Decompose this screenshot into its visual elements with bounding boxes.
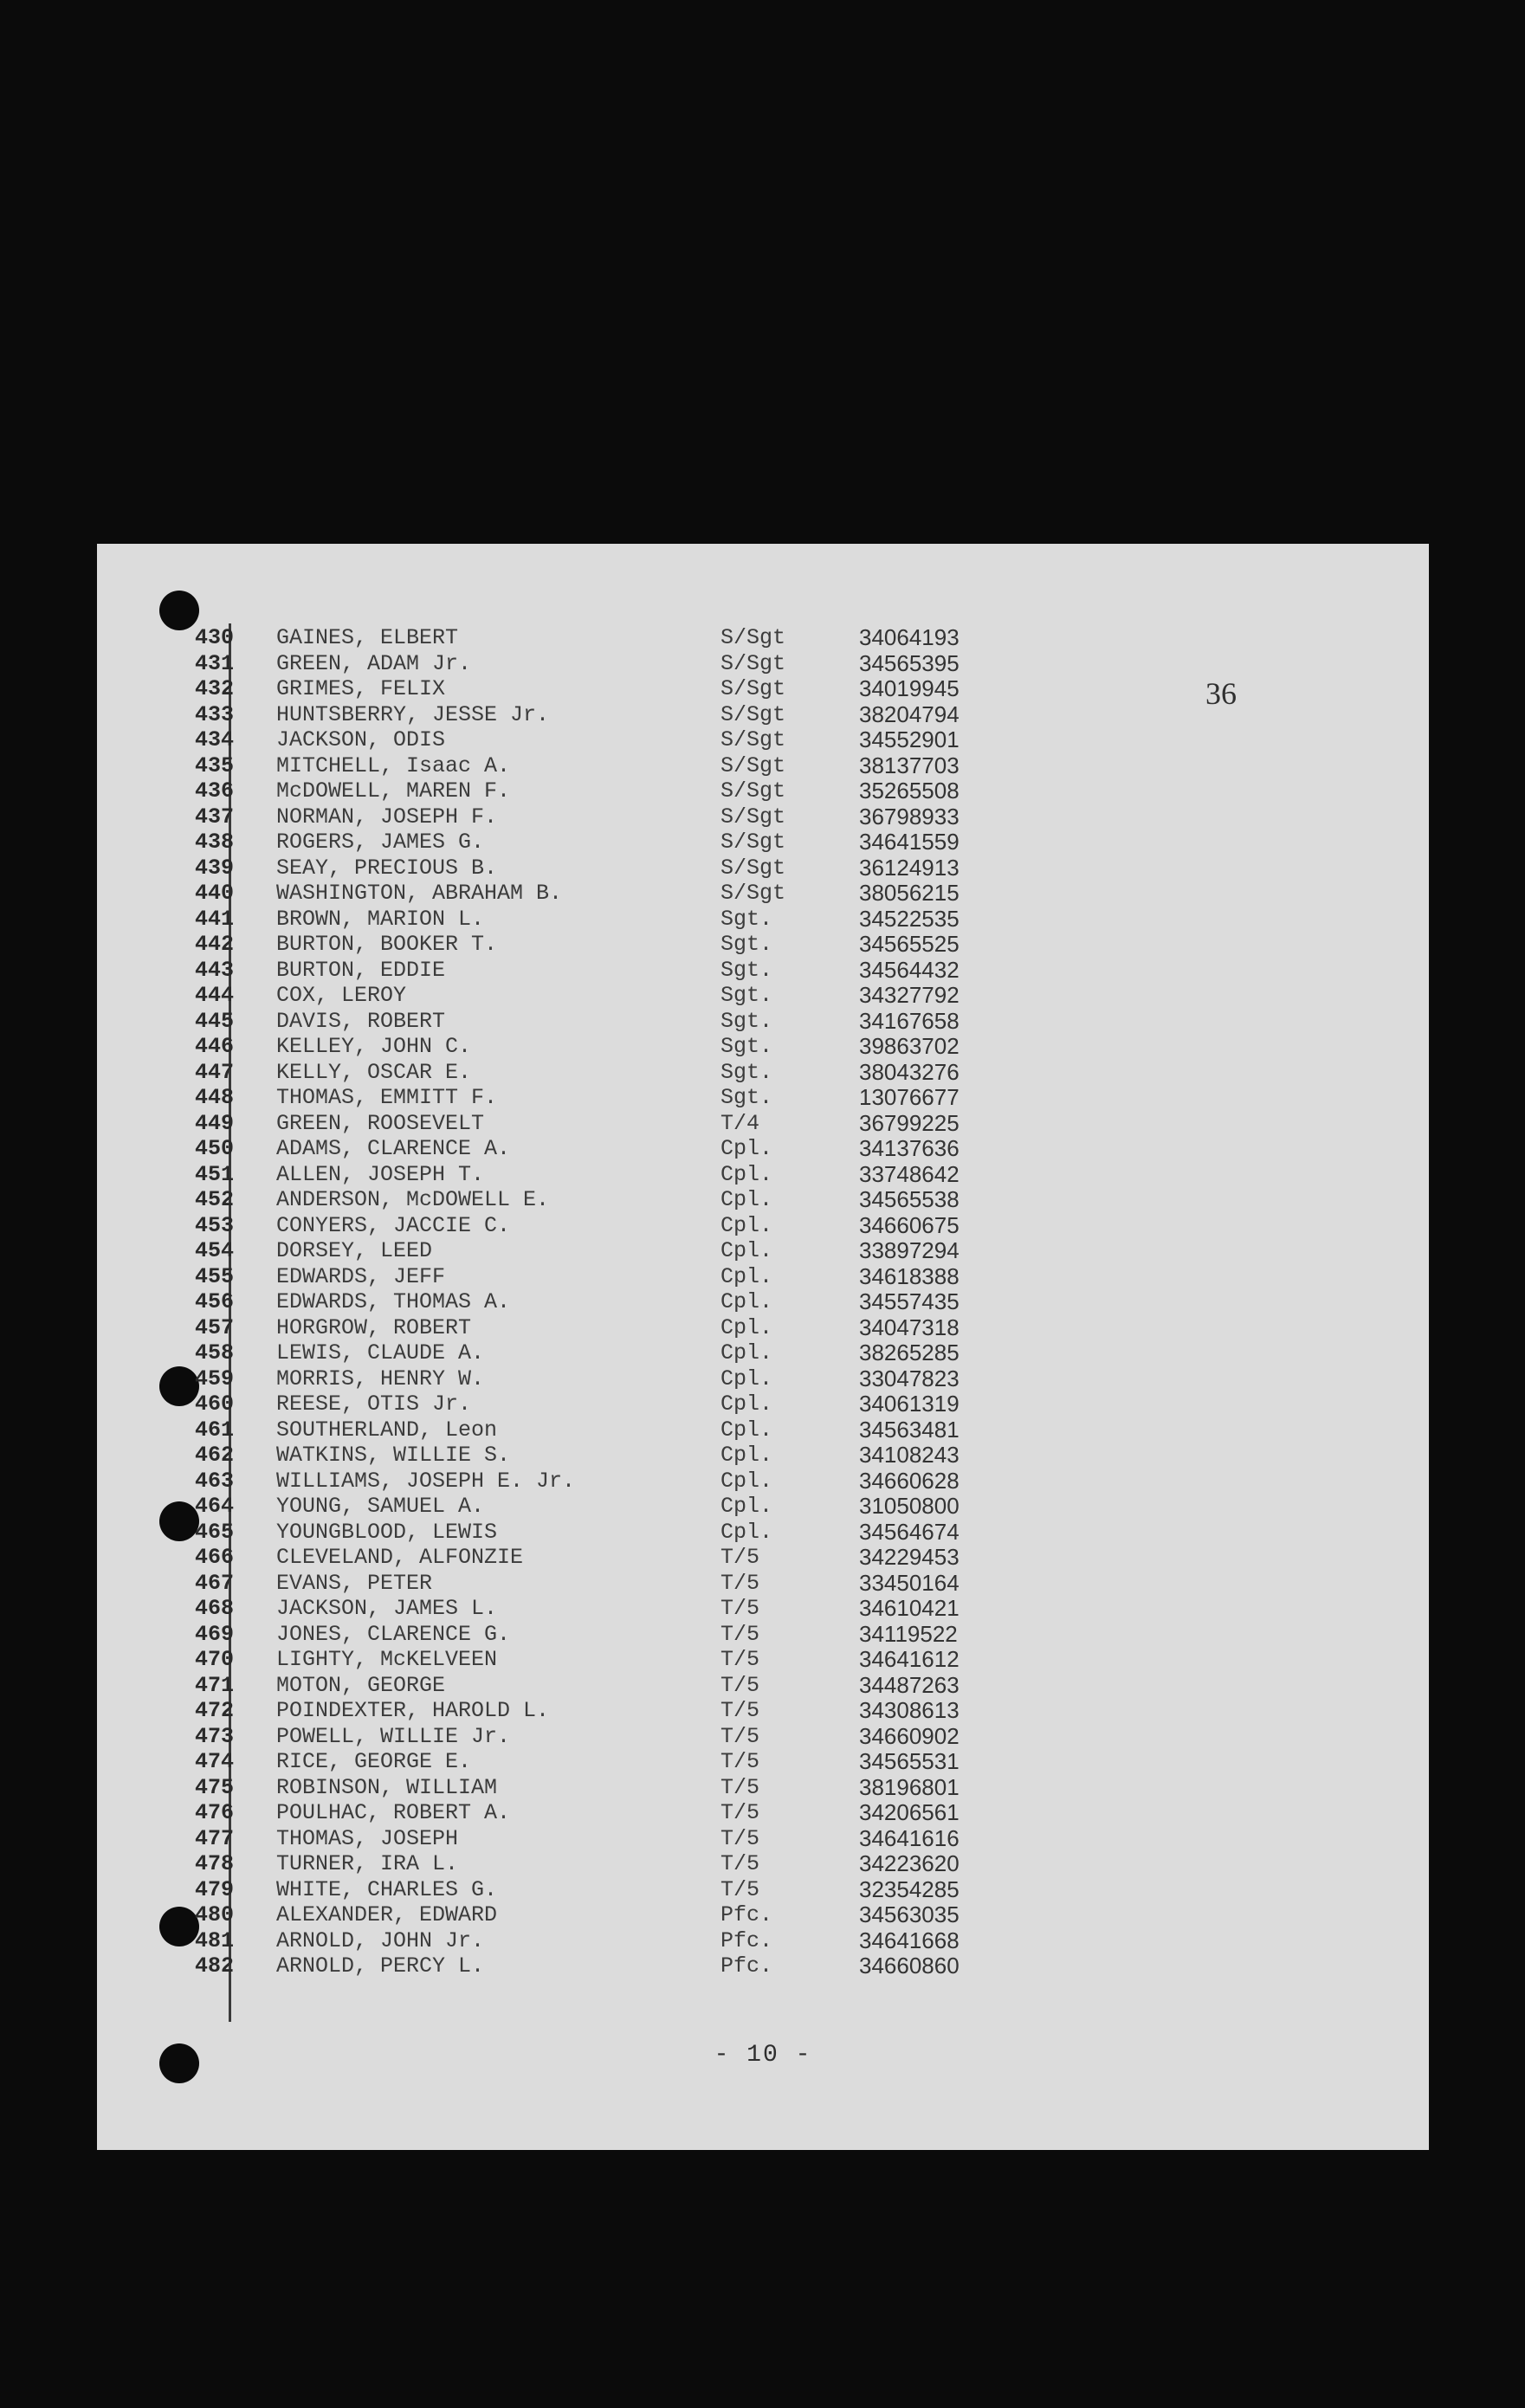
serial-number: 34610421 [859,1595,960,1621]
serial-number: 32354285 [859,1875,960,1902]
soldier-name: JONES, CLARENCE G. [276,1621,511,1647]
soldier-name: YOUNG, SAMUEL A. [276,1494,485,1519]
soldier-name: GREEN, ROOSEVELT [276,1110,485,1136]
serial-number: 33897294 [859,1237,960,1263]
rank: S/Sgt [720,701,786,727]
roster-row [97,1673,1429,1699]
rank: Cpl. [720,1161,773,1187]
roster-row [97,855,1429,881]
serial-number: 34308613 [859,1697,960,1723]
rank: Pfc. [720,1902,773,1927]
rank: S/Sgt [720,727,786,752]
roster-row [97,1953,1429,1979]
serial-number: 34660628 [859,1467,960,1494]
serial-number: 39863702 [859,1033,960,1059]
roster-row [97,907,1429,933]
serial-number: 34229453 [859,1544,960,1570]
rank: T/5 [720,1596,760,1621]
soldier-name: MOTON, GEORGE [276,1672,446,1698]
page-footer: - 10 - [714,2042,812,2069]
rank: Cpl. [720,1136,773,1161]
rank: Cpl. [720,1494,773,1519]
serial-number: 34660675 [859,1211,960,1238]
roster-number: 448 [195,1085,235,1110]
soldier-name: GREEN, ADAM Jr. [276,650,472,676]
document-page [97,544,1429,2150]
roster-row [97,1902,1429,1928]
roster-number: 450 [195,1136,235,1161]
serial-number: 34061319 [859,1391,960,1417]
roster-number: 459 [195,1365,235,1391]
rank: T/5 [720,1570,760,1596]
soldier-name: LIGHTY, McKELVEEN [276,1647,498,1672]
roster-number: 440 [195,881,235,906]
roster-row [97,1800,1429,1826]
roster-number: 453 [195,1212,235,1238]
rank: Cpl. [720,1443,773,1468]
roster-row [97,1724,1429,1750]
rank: T/5 [720,1800,760,1825]
rank: T/5 [720,1851,760,1876]
rank: Sgt. [720,1085,773,1110]
serial-number: 34137636 [859,1135,960,1161]
roster-row [97,778,1429,804]
page-number: 36 [1205,676,1237,711]
soldier-name: POWELL, WILLIE Jr. [276,1723,511,1749]
roster-number: 442 [195,932,235,957]
rank: Sgt. [720,906,773,932]
serial-number: 38196801 [859,1773,960,1800]
soldier-name: EDWARDS, THOMAS A. [276,1289,511,1314]
soldier-name: BROWN, MARION L. [276,906,485,932]
rank: T/5 [720,1723,760,1749]
roster-number: 458 [195,1340,235,1365]
roster-number: 455 [195,1263,235,1289]
soldier-name: KELLEY, JOHN C. [276,1034,472,1059]
rank: S/Sgt [720,752,786,778]
roster-row [97,983,1429,1009]
rank: S/Sgt [720,804,786,830]
roster-row [97,932,1429,958]
serial-number: 36798933 [859,803,960,830]
serial-number: 34618388 [859,1262,960,1289]
roster-row [97,1775,1429,1801]
roster-number: 436 [195,778,235,804]
rank: S/Sgt [720,881,786,906]
soldier-name: WASHINGTON, ABRAHAM B. [276,881,563,906]
rank: Cpl. [720,1340,773,1365]
serial-number: 38204794 [859,700,960,727]
soldier-name: GRIMES, FELIX [276,676,446,701]
rank: Sgt. [720,1034,773,1059]
soldier-name: LEWIS, CLAUDE A. [276,1340,485,1365]
roster-number: 473 [195,1723,235,1749]
serial-number: 34119522 [859,1620,958,1647]
serial-number: 34167658 [859,1007,960,1034]
roster-number: 466 [195,1545,235,1570]
roster-row [97,1494,1429,1520]
serial-number: 34487263 [859,1671,960,1698]
soldier-name: KELLY, OSCAR E. [276,1059,472,1085]
roster-number: 479 [195,1876,235,1902]
roster-row [97,702,1429,728]
roster-number: 437 [195,804,235,830]
roster-number: 447 [195,1059,235,1085]
roster-row [97,1366,1429,1392]
rank: Sgt. [720,1008,773,1034]
soldier-name: ADAMS, CLARENCE A. [276,1136,511,1161]
soldier-name: JACKSON, ODIS [276,727,446,752]
roster-row [97,753,1429,779]
serial-number: 34660902 [859,1722,960,1749]
serial-number: 34108243 [859,1442,960,1468]
roster-number: 478 [195,1851,235,1876]
serial-number: 34064193 [859,624,960,650]
roster-row [97,1034,1429,1060]
serial-number: 34522535 [859,905,960,932]
roster-number: 471 [195,1672,235,1698]
roster-number: 444 [195,983,235,1008]
serial-number: 34565395 [859,649,960,676]
roster-number: 438 [195,830,235,855]
rank: Cpl. [720,1238,773,1263]
rank: S/Sgt [720,855,786,881]
serial-number: 34565525 [859,931,960,957]
rank: T/5 [720,1545,760,1570]
roster-row [97,881,1429,907]
roster-number: 462 [195,1443,235,1468]
soldier-name: BURTON, EDDIE [276,957,446,983]
rank: S/Sgt [720,830,786,855]
roster-number: 434 [195,727,235,752]
rank: Cpl. [720,1468,773,1494]
soldier-name: DAVIS, ROBERT [276,1008,446,1034]
roster-number: 469 [195,1621,235,1647]
roster-number: 445 [195,1008,235,1034]
serial-number: 34641616 [859,1824,960,1851]
roster-number: 461 [195,1417,235,1443]
roster-row [97,1315,1429,1341]
roster-number: 432 [195,676,235,701]
roster-row [97,1928,1429,1954]
soldier-name: GAINES, ELBERT [276,625,459,650]
serial-number: 36124913 [859,854,960,881]
roster-row [97,1238,1429,1264]
roster-number: 435 [195,752,235,778]
roster-row [97,1647,1429,1673]
soldier-name: CONYERS, JACCIE C. [276,1212,511,1238]
serial-number: 36799225 [859,1109,960,1136]
rank: T/5 [720,1876,760,1902]
soldier-name: EVANS, PETER [276,1570,433,1596]
roster-row [97,1060,1429,1086]
rank: Cpl. [720,1365,773,1391]
roster-row [97,1187,1429,1213]
soldier-name: McDOWELL, MAREN F. [276,778,511,804]
roster-number: 439 [195,855,235,881]
soldier-name: DORSEY, LEED [276,1238,433,1263]
roster-number: 431 [195,650,235,676]
soldier-name: HORGROW, ROBERT [276,1314,472,1340]
soldier-name: ARNOLD, JOHN Jr. [276,1927,485,1953]
roster-number: 465 [195,1519,235,1545]
soldier-name: ARNOLD, PERCY L. [276,1953,485,1979]
rank: Sgt. [720,957,773,983]
soldier-name: CLEVELAND, ALFONZIE [276,1545,524,1570]
serial-number: 34019945 [859,675,960,701]
serial-number: 34565538 [859,1186,960,1212]
roster-row [97,625,1429,651]
roster-row [97,1391,1429,1417]
serial-number: 34552901 [859,726,960,752]
rank: S/Sgt [720,778,786,804]
serial-number: 34563481 [859,1416,960,1443]
soldier-name: REESE, OTIS Jr. [276,1391,472,1417]
roster-number: 470 [195,1647,235,1672]
soldier-name: ALLEN, JOSEPH T. [276,1161,485,1187]
soldier-name: ANDERSON, McDOWELL E. [276,1187,550,1212]
rank: S/Sgt [720,650,786,676]
roster-number: 449 [195,1110,235,1136]
serial-number: 34564674 [859,1518,960,1545]
roster-row [97,1111,1429,1137]
soldier-name: NORMAN, JOSEPH F. [276,804,498,830]
roster-number: 468 [195,1596,235,1621]
soldier-name: ROGERS, JAMES G. [276,830,485,855]
rank: Cpl. [720,1263,773,1289]
roster-row [97,1749,1429,1775]
roster-row [97,1520,1429,1546]
soldier-name: JACKSON, JAMES L. [276,1596,498,1621]
roster-row [97,1085,1429,1111]
roster-row [97,1545,1429,1571]
rank: Sgt. [720,1059,773,1085]
rank: Cpl. [720,1519,773,1545]
rank: Sgt. [720,932,773,957]
soldier-name: ROBINSON, WILLIAM [276,1774,498,1800]
serial-number: 34047318 [859,1314,960,1340]
serial-number: 33748642 [859,1160,960,1187]
roster-row [97,651,1429,677]
soldier-name: POULHAC, ROBERT A. [276,1800,511,1825]
roster-row [97,1596,1429,1622]
soldier-name: BURTON, BOOKER T. [276,932,498,957]
roster-row [97,1136,1429,1162]
roster-number: 464 [195,1494,235,1519]
serial-number: 38137703 [859,752,960,778]
roster-row [97,1417,1429,1443]
rank: Cpl. [720,1417,773,1443]
soldier-name: RICE, GEORGE E. [276,1749,472,1774]
roster-number: 463 [195,1468,235,1494]
roster-number: 451 [195,1161,235,1187]
rank: T/5 [720,1621,760,1647]
roster-row [97,1469,1429,1495]
soldier-name: MITCHELL, Isaac A. [276,752,511,778]
serial-number: 34206561 [859,1799,960,1825]
rank: T/5 [720,1647,760,1672]
roster-row [97,1571,1429,1597]
rank: T/5 [720,1749,760,1774]
rank: Cpl. [720,1314,773,1340]
roster-number: 472 [195,1698,235,1723]
serial-number: 34327792 [859,982,960,1008]
rank: S/Sgt [720,625,786,650]
rank: Pfc. [720,1927,773,1953]
rank: Cpl. [720,1289,773,1314]
serial-number: 34641612 [859,1646,960,1672]
roster-number: 454 [195,1238,235,1263]
roster-row [97,1162,1429,1188]
rank: Cpl. [720,1391,773,1417]
serial-number: 34660860 [859,1953,960,1979]
roster-row [97,1698,1429,1724]
soldier-name: WILLIAMS, JOSEPH E. Jr. [276,1468,576,1494]
rank: T/4 [720,1110,760,1136]
roster-row [97,1622,1429,1648]
soldier-name: EDWARDS, JEFF [276,1263,446,1289]
roster-row [97,1264,1429,1290]
rank: T/5 [720,1825,760,1851]
serial-number: 34557435 [859,1288,960,1314]
roster-number: 480 [195,1902,235,1927]
soldier-name: THOMAS, EMMITT F. [276,1085,498,1110]
roster-row [97,1289,1429,1315]
rank: T/5 [720,1774,760,1800]
soldier-name: ALEXANDER, EDWARD [276,1902,498,1927]
roster-row [97,1340,1429,1366]
soldier-name: SEAY, PRECIOUS B. [276,855,498,881]
serial-number: 34223620 [859,1850,960,1876]
roster-row [97,1443,1429,1469]
serial-number: 13076677 [859,1084,960,1110]
roster-number: 476 [195,1800,235,1825]
serial-number: 34564432 [859,956,960,983]
roster-number: 475 [195,1774,235,1800]
soldier-name: POINDEXTER, HAROLD L. [276,1698,550,1723]
roster-number: 474 [195,1749,235,1774]
serial-number: 35265508 [859,778,960,804]
serial-number: 34565531 [859,1748,960,1774]
soldier-name: MORRIS, HENRY W. [276,1365,485,1391]
serial-number: 38056215 [859,880,960,906]
roster-number: 456 [195,1289,235,1314]
rank: Pfc. [720,1953,773,1979]
soldier-name: TURNER, IRA L. [276,1851,459,1876]
rank: Sgt. [720,983,773,1008]
roster-row [97,676,1429,702]
rank: Cpl. [720,1212,773,1238]
soldier-name: WATKINS, WILLIE S. [276,1443,511,1468]
roster-number: 457 [195,1314,235,1340]
serial-number: 38265285 [859,1340,960,1365]
rank: T/5 [720,1698,760,1723]
roster-number: 433 [195,701,235,727]
soldier-name: COX, LEROY [276,983,407,1008]
roster-number: 477 [195,1825,235,1851]
serial-number: 31050800 [859,1493,960,1519]
soldier-name: WHITE, CHARLES G. [276,1876,498,1902]
soldier-name: SOUTHERLAND, Leon [276,1417,498,1443]
serial-number: 33450164 [859,1569,960,1596]
roster-number: 481 [195,1927,235,1953]
roster-row [97,1877,1429,1903]
rank: S/Sgt [720,676,786,701]
roster-number: 467 [195,1570,235,1596]
roster-row [97,958,1429,984]
roster-row [97,1009,1429,1035]
roster-row [97,1213,1429,1239]
roster-number: 452 [195,1187,235,1212]
serial-number: 33047823 [859,1365,960,1391]
roster-row [97,804,1429,830]
roster-number: 441 [195,906,235,932]
roster-number: 430 [195,625,235,650]
serial-number: 38043276 [859,1058,960,1085]
serial-number: 34641668 [859,1927,960,1953]
roster-number: 482 [195,1953,235,1979]
soldier-name: HUNTSBERRY, JESSE Jr. [276,701,550,727]
roster-row [97,1826,1429,1852]
serial-number: 34641559 [859,829,960,855]
rank: T/5 [720,1672,760,1698]
roster-number: 460 [195,1391,235,1417]
soldier-name: YOUNGBLOOD, LEWIS [276,1519,498,1545]
roster-number: 443 [195,957,235,983]
roster-row [97,1851,1429,1877]
rank: Cpl. [720,1187,773,1212]
serial-number: 34563035 [859,1901,960,1927]
roster-row [97,830,1429,855]
roster-row [97,727,1429,753]
roster-number: 446 [195,1034,235,1059]
soldier-name: THOMAS, JOSEPH [276,1825,459,1851]
